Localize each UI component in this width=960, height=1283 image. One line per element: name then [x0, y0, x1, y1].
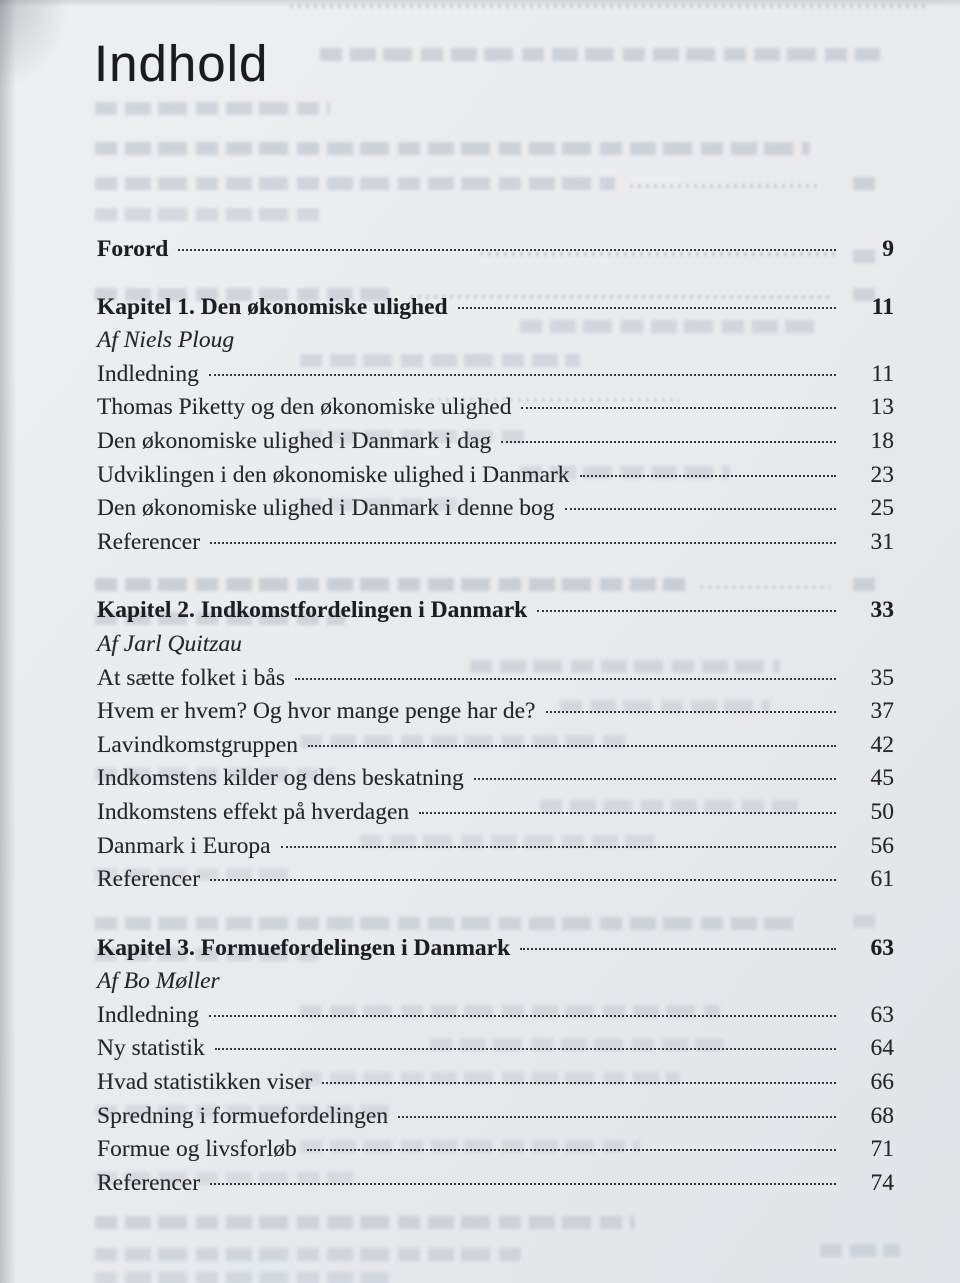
toc-page-number: 56 — [870, 832, 894, 859]
toc-chapter-row — [97, 597, 894, 631]
toc-dot-leader — [565, 508, 836, 510]
toc-page-number: 9 — [882, 236, 894, 262]
toc-entry-label: Referencer — [97, 528, 201, 555]
toc-entry-row — [97, 1069, 894, 1103]
toc-entry-label: Den økonomiske ulighed i Danmark i denne bog — [97, 495, 555, 522]
toc-entry-label: Den økonomiske ulighed i Danmark i dag — [97, 427, 492, 454]
toc-dot-leader — [307, 1149, 836, 1151]
toc-dot-leader — [281, 846, 836, 848]
toc-page-number: 11 — [871, 360, 894, 387]
toc-entry-label: Ny statistik — [97, 1035, 205, 1062]
bleedthrough-line — [95, 102, 330, 115]
toc-entry-row — [97, 1035, 894, 1069]
toc-entry-label: Af Bo Møller — [97, 968, 220, 995]
bleedthrough-line — [820, 1244, 900, 1257]
toc-entry-label: Referencer — [97, 1169, 201, 1196]
toc-entry-row — [97, 833, 894, 867]
bleedthrough-line — [95, 177, 615, 190]
toc-page-number: 35 — [870, 664, 894, 691]
toc-entry-label: Danmark i Europa — [97, 832, 271, 859]
toc-dot-leader — [209, 1015, 836, 1017]
toc-dot-leader — [398, 1116, 836, 1118]
bleedthrough-line — [630, 184, 820, 188]
toc-page-number: 25 — [870, 495, 894, 522]
toc-entry-label: Udviklingen i den økonomiske ulighed i Danmark — [97, 461, 570, 488]
toc-entry-row — [97, 428, 894, 462]
toc-author-row — [97, 327, 894, 361]
toc-page-number: 63 — [870, 1001, 894, 1028]
toc-entry-label: Formue og livsforløb — [97, 1136, 297, 1163]
toc-entry-label: Hvem er hvem? Og hvor mange penge har de? — [97, 698, 536, 725]
bleedthrough-line — [95, 142, 810, 155]
toc-entry-row — [97, 866, 894, 900]
bleedthrough-line — [95, 208, 325, 221]
toc-page-number: 61 — [870, 866, 894, 893]
toc-entry-row — [97, 529, 894, 563]
toc-entry-row — [97, 462, 894, 496]
toc-dot-leader — [419, 812, 836, 814]
toc-page-number: 71 — [870, 1136, 894, 1163]
toc-entry-row — [97, 236, 894, 270]
toc-dot-leader — [308, 745, 836, 747]
toc-chapter-row — [97, 935, 894, 969]
toc-entry-row — [97, 765, 894, 799]
bleedthrough-line — [853, 177, 879, 190]
toc-entry-label: Indledning — [97, 360, 199, 387]
toc-entry-label: At sætte folket i bås — [97, 664, 285, 691]
toc-dot-leader — [322, 1082, 836, 1084]
toc-dot-leader — [178, 249, 836, 251]
toc-page-number: 64 — [870, 1035, 894, 1062]
toc-page-number: 11 — [871, 293, 894, 320]
toc-dot-leader — [546, 711, 837, 713]
toc-dot-leader — [580, 475, 836, 477]
toc-entry-label: Spredning i formuefordelingen — [97, 1102, 389, 1129]
toc-entry-label: Thomas Piketty og den økonomiske ulighed — [97, 394, 512, 421]
toc-entry-row — [97, 732, 894, 766]
toc-page-number: 13 — [870, 394, 894, 421]
toc-page-number: 37 — [870, 698, 894, 725]
toc-entry-row — [97, 361, 894, 395]
toc-entry-row — [97, 1103, 894, 1137]
toc-author-row — [97, 968, 894, 1002]
page-gutter-shadow — [0, 0, 16, 1283]
toc-page-number: 74 — [870, 1169, 894, 1196]
page-top-shadow — [0, 0, 960, 7]
toc-entry-row — [97, 799, 894, 833]
toc-entry-label: Indkomstens kilder og dens beskatning — [97, 765, 464, 792]
toc-entry-row — [97, 1136, 894, 1170]
toc-entry-label: Hvad statistikken viser — [97, 1069, 313, 1096]
toc-dot-leader — [215, 1048, 836, 1050]
toc-entry-row — [97, 698, 894, 732]
toc-dot-leader — [210, 1183, 836, 1185]
toc-dot-leader — [210, 542, 836, 544]
toc-entry-label: Indkomstens effekt på hverdagen — [97, 798, 410, 825]
bleedthrough-line — [95, 1248, 525, 1261]
toc-entry-row — [97, 394, 894, 428]
toc-entry-label: Af Jarl Quitzau — [97, 630, 242, 657]
toc-entry-label: Kapitel 2. Indkomstfordelingen i Danmark — [97, 597, 528, 624]
toc-page-number: 68 — [870, 1102, 894, 1129]
toc-entry-row — [97, 665, 894, 699]
toc-page-number: 45 — [870, 765, 894, 792]
toc-entry-row — [97, 1002, 894, 1036]
toc-entry-label: Indledning — [97, 1001, 199, 1028]
toc-author-row — [97, 631, 894, 665]
bleedthrough-line — [95, 1216, 635, 1229]
toc-page-number: 18 — [870, 427, 894, 454]
toc-page-number: 23 — [870, 461, 894, 488]
page-title: Indhold — [94, 35, 269, 92]
toc-entry-label: Af Niels Ploug — [97, 327, 235, 354]
toc-dot-leader — [210, 879, 836, 881]
toc-dot-leader — [537, 610, 836, 612]
toc-entry-label: Forord — [97, 236, 169, 262]
toc-page-number: 31 — [870, 528, 894, 555]
toc-entry-label: Kapitel 1. Den økonomiske ulighed — [97, 293, 448, 320]
toc-dot-leader — [295, 678, 836, 680]
toc-dot-leader — [209, 374, 836, 376]
toc-page-number: 66 — [870, 1069, 894, 1096]
toc-entry-label: Lavindkomstgruppen — [97, 731, 299, 758]
toc-entry-label: Referencer — [97, 866, 201, 893]
toc-page-number: 63 — [870, 934, 894, 961]
toc-dot-leader — [474, 778, 836, 780]
bleedthrough-line — [95, 1272, 395, 1283]
toc-chapter-row — [97, 294, 894, 328]
toc-entry-row — [97, 1170, 894, 1204]
toc-dot-leader — [521, 407, 836, 409]
bleedthrough-line — [320, 48, 880, 61]
toc-entry-row — [97, 495, 894, 529]
toc-entry-label: Kapitel 3. Formuefordelingen i Danmark — [97, 934, 511, 961]
toc-list — [97, 236, 894, 1203]
toc-dot-leader — [520, 948, 836, 950]
toc-page-number: 42 — [870, 731, 894, 758]
toc-dot-leader — [501, 441, 836, 443]
toc-page-number: 50 — [870, 798, 894, 825]
toc-page-number: 33 — [870, 597, 894, 624]
toc-dot-leader — [458, 307, 836, 309]
